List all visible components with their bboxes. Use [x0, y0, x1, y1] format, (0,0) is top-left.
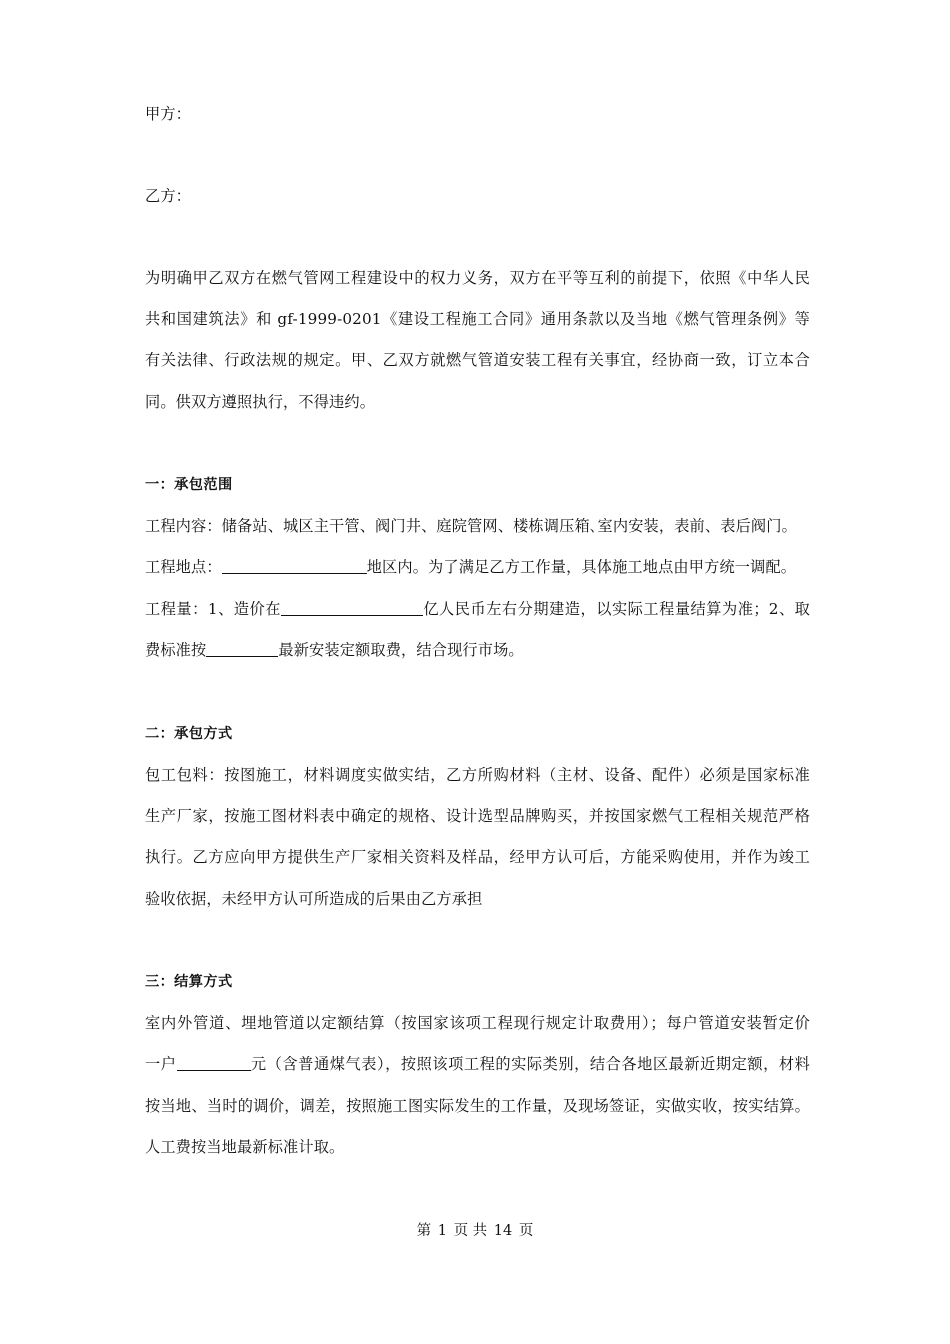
- scope-location-line: [145, 557, 796, 577]
- scope-fee-line: [145, 640, 524, 660]
- party-b-label: 乙方：: [145, 187, 192, 205]
- page-footer: [0, 1221, 950, 1241]
- section-heading-scope: 一：承包范围: [145, 477, 233, 493]
- settlement-line: 人工费按当地最新标准计取。: [145, 1138, 345, 1156]
- preamble-line: 共和国建筑法》和 gf-1999-0201《建设工程施工合同》通用条款以及当地《燃气管理条例》等: [145, 310, 810, 328]
- fee-suffix: 最新安装定额取费，结合现行市场。: [278, 641, 524, 659]
- method-line: 执行。乙方应向甲方提供生产厂家相关资料及样品，经甲方认可后，方能采购使用，并作为竣工: [145, 848, 810, 866]
- section-heading-settlement: 三：结算方式: [145, 974, 233, 990]
- quantity-suffix: 亿人民币左右分期建造，以实际工程量结算为准；2、取: [422, 600, 811, 618]
- method-line: 生产厂家，按施工图材料表中确定的规格、设计选型品牌购买，并按国家燃气工程相关规范严格: [145, 807, 810, 825]
- section-heading-method: 二：承包方式: [145, 726, 233, 742]
- settlement-prefix: 一户: [145, 1055, 177, 1073]
- fee-prefix: 费标准按: [145, 641, 207, 659]
- page-label-prefix: 第: [416, 1223, 432, 1239]
- party-a-label: 甲方：: [145, 105, 192, 123]
- settlement-line: 按当地、当时的调价，调差，按照施工图实际发生的工作量，及现场签证，实做实收，按实结算。: [145, 1097, 810, 1115]
- location-suffix: 地区内。为了满足乙方工作量，具体施工地点由甲方统一调配。: [366, 558, 797, 576]
- fee-standard-blank[interactable]: [206, 640, 278, 657]
- page-label-suffix: 页: [518, 1223, 534, 1239]
- method-line: 验收依据，未经甲方认可所造成的后果由乙方承担: [145, 890, 483, 908]
- preamble-line: 同。供双方遵照执行，不得违约。: [145, 393, 376, 411]
- cost-blank[interactable]: [281, 599, 423, 616]
- scope-quantity-line: [145, 599, 810, 619]
- quantity-prefix: 工程量：1、造价在: [145, 600, 281, 618]
- settlement-line: 室内外管道、埋地管道以定额结算（按国家该项工程现行规定计取费用）；每户管道安装暂定价: [145, 1014, 810, 1032]
- location-prefix: 工程地点：: [145, 558, 222, 576]
- page-total: 14: [493, 1223, 513, 1239]
- method-line: 包工包料：按图施工，材料调度实做实结，乙方所购材料（主材、设备、配件）必须是国家标准: [145, 766, 810, 784]
- scope-content-line: 工程内容：储备站、城区主干管、阀门井、庭院管网、楼栋调压箱､室内安装，表前、表后阀门。: [145, 517, 797, 535]
- settlement-line: [145, 1054, 810, 1074]
- location-blank[interactable]: [222, 557, 367, 574]
- price-per-household-blank[interactable]: [177, 1054, 251, 1071]
- page-number: 1: [437, 1223, 447, 1239]
- preamble-line: 为明确甲乙双方在燃气管网工程建设中的权力义务，双方在平等互利的前提下，依照《中华人民: [145, 269, 810, 287]
- page-label-mid: 页 共: [453, 1223, 488, 1239]
- settlement-suffix: 元（含普通煤气表），按照该项工程的实际类别，结合各地区最新近期定额，材料: [250, 1055, 810, 1073]
- preamble-line: 有关法律、行政法规的规定。甲、乙双方就燃气管道安装工程有关事宜，经协商一致，订立本合: [145, 351, 810, 369]
